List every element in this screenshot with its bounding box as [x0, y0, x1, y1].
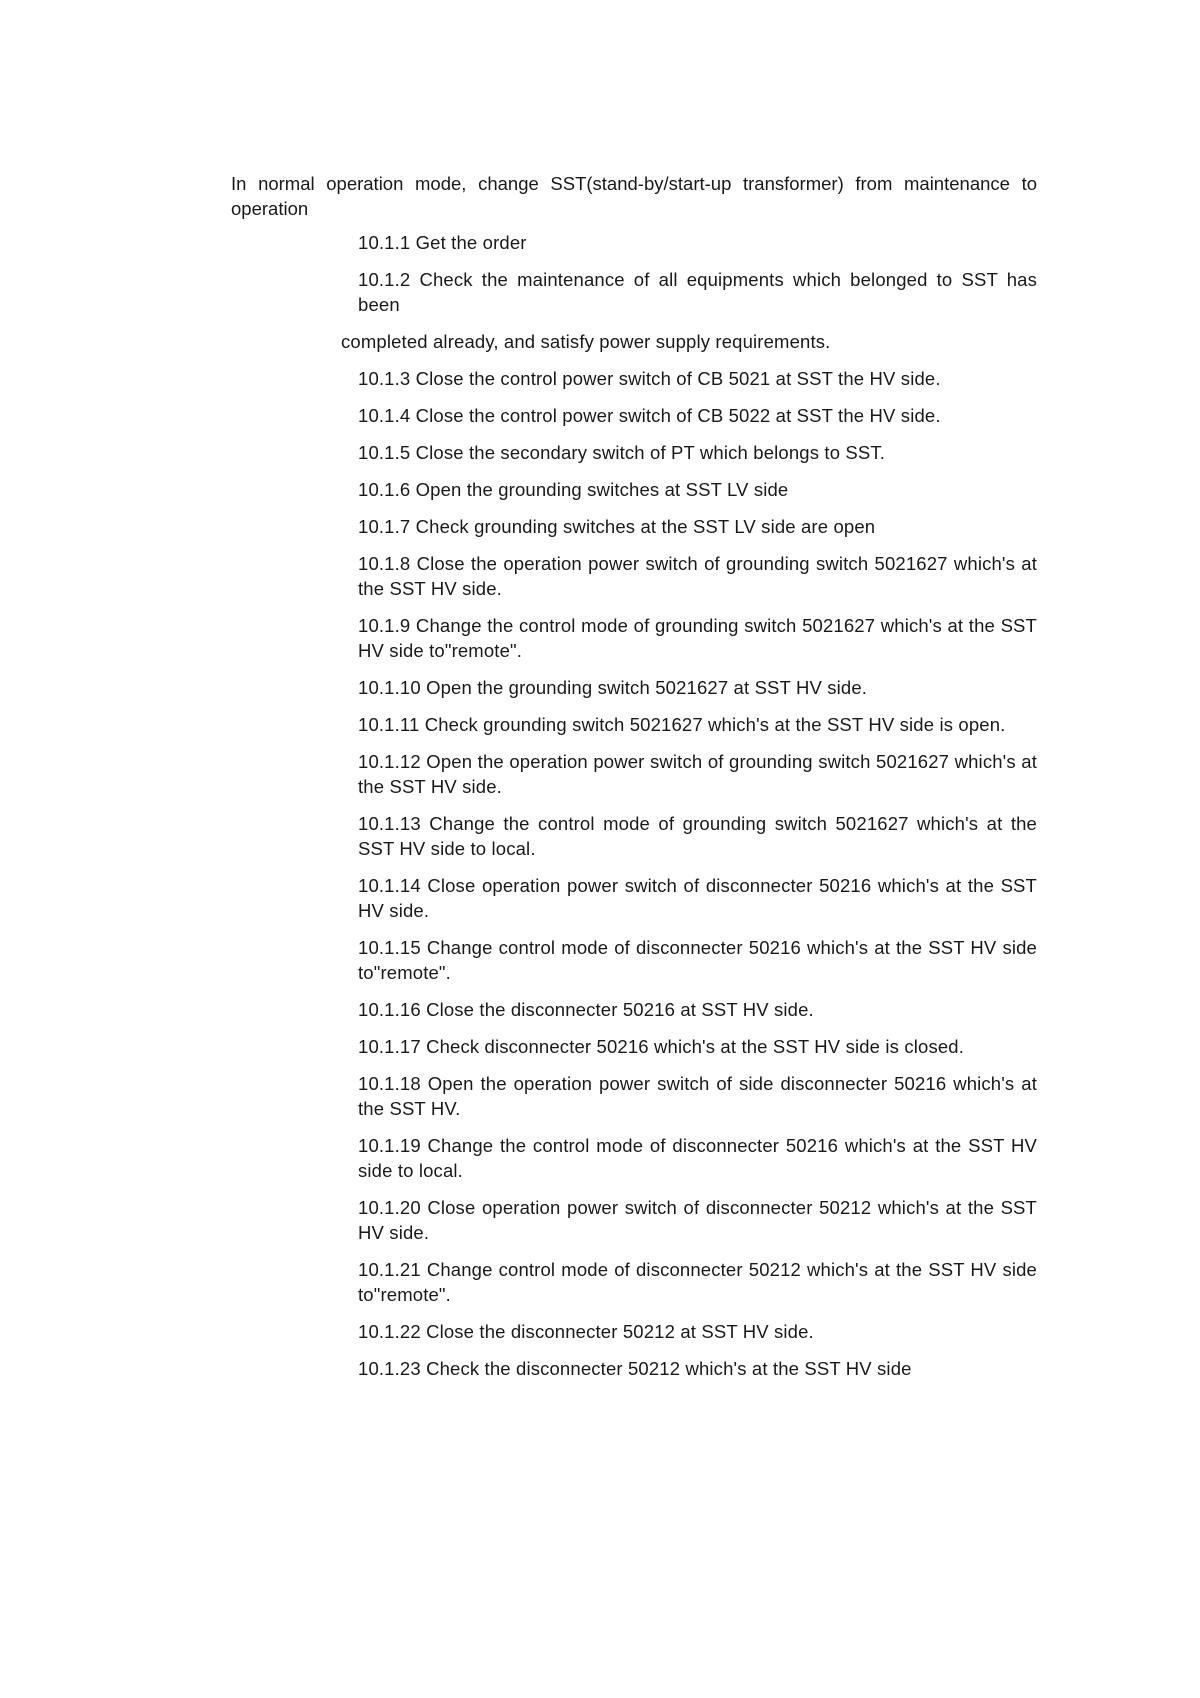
step-10-1-20: 10.1.20 Close operation power switch of disconnecter 50212 which's at the SST HV side.: [358, 1197, 1037, 1243]
step-10-1-15: 10.1.15 Change control mode of disconnecter 50216 which's at the SST HV side to"remote".: [358, 937, 1037, 983]
step-10-1-6: 10.1.6 Open the grounding switches at SST LV side: [358, 479, 789, 500]
step-10-1-3: 10.1.3 Close the control power switch of CB 5021 at SST the HV side.: [358, 368, 941, 389]
step-10-1-17: 10.1.17 Check disconnecter 50216 which's at the SST HV side is closed.: [358, 1036, 965, 1057]
step-10-1-22: 10.1.22 Close the disconnecter 50212 at SST HV side.: [358, 1321, 814, 1342]
intro-paragraph: In normal operation mode, change SST(stand-by/start-up transformer) from maintenance to operation: [231, 173, 1037, 219]
step-10-1-4: 10.1.4 Close the control power switch of CB 5022 at SST the HV side.: [358, 405, 941, 426]
step-10-1-2: 10.1.2 Check the maintenance of all equipments which belonged to SST has been: [358, 269, 1037, 315]
step-10-1-16: 10.1.16 Close the disconnecter 50216 at SST HV side.: [358, 999, 814, 1020]
step-10-1-12: 10.1.12 Open the operation power switch of grounding switch 5021627 which's at the SST HV side.: [358, 751, 1037, 797]
step-10-1-14: 10.1.14 Close operation power switch of disconnecter 50216 which's at the SST HV side.: [358, 875, 1037, 921]
step-10-1-10: 10.1.10 Open the grounding switch 5021627 at SST HV side.: [358, 677, 868, 698]
step-10-1-18: 10.1.18 Open the operation power switch of side disconnecter 50216 which's at the SST HV.: [358, 1073, 1037, 1119]
step-10-1-8: 10.1.8 Close the operation power switch of grounding switch 5021627 which's at the SST HV side.: [358, 553, 1037, 599]
step-10-1-21: 10.1.21 Change control mode of disconnecter 50212 which's at the SST HV side to"remote".: [358, 1259, 1037, 1305]
step-10-1-2-continuation: completed already, and satisfy power supply requirements.: [341, 331, 831, 352]
step-10-1-23: 10.1.23 Check the disconnecter 50212 which's at the SST HV side: [358, 1358, 912, 1379]
step-10-1-5: 10.1.5 Close the secondary switch of PT which belongs to SST.: [358, 442, 886, 463]
step-10-1-1: 10.1.1 Get the order: [358, 232, 527, 253]
procedure-steps: [341, 230, 1037, 1393]
step-10-1-7: 10.1.7 Check grounding switches at the SST LV side are open: [358, 516, 876, 537]
step-10-1-11: 10.1.11 Check grounding switch 5021627 which's at the SST HV side is open.: [358, 714, 1006, 735]
step-10-1-13: 10.1.13 Change the control mode of grounding switch 5021627 which's at the SST HV side to local.: [358, 813, 1037, 859]
step-10-1-19: 10.1.19 Change the control mode of disconnecter 50216 which's at the SST HV side to local.: [358, 1135, 1037, 1181]
step-10-1-9: 10.1.9 Change the control mode of grounding switch 5021627 which's at the SST HV side to"remote".: [358, 615, 1037, 661]
